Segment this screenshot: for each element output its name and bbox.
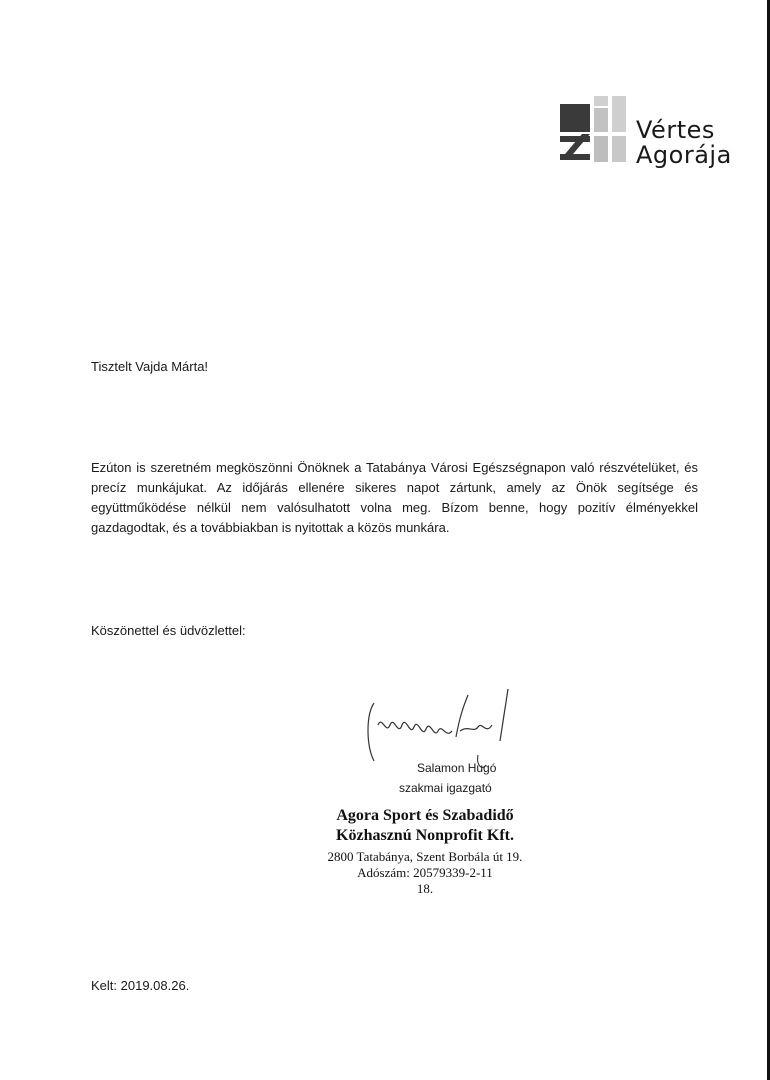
logo-wordmark: [636, 118, 732, 168]
letter-date: Kelt: 2019.08.26.: [91, 978, 190, 993]
stamp-address: 2800 Tatabánya, Szent Borbála út 19.: [327, 849, 523, 864]
stamp-tax-number: Adószám: 20579339-2-11: [357, 865, 493, 880]
salutation: Tisztelt Vajda Márta!: [91, 359, 209, 374]
company-stamp: [300, 806, 550, 897]
letter-body: Ezúton is szeretném megköszönni Önöknek a Tatabánya Városi Egészségnapon való részvételüket, és precíz munkájukat. Az időjárás ellenére sikeres napot zártunk, amely az Önök segítsége és együttműködése nélkül nem valósulhatott volna meg. Bízom benne, hogy pozitív élményekkel gazdagodtak, és a továbbiakban is nyitottak a közös munkára.: [91, 460, 698, 535]
stamp-company-line-2: Közhasznú Nonprofit Kft.: [336, 827, 514, 844]
signer-title: szakmai igazgató: [399, 781, 492, 795]
logo-line-1: Vértes: [636, 116, 715, 144]
logo-mark-icon: [556, 94, 636, 174]
stamp-company-line-1: Agora Sport és Szabadidő: [336, 807, 514, 824]
closing-line: Köszönettel és üdvözlettel:: [91, 623, 246, 638]
signer-name: Salamon Hugó: [417, 761, 497, 775]
stamp-number: 18.: [416, 881, 434, 896]
vertes-agoraja-logo: [556, 94, 746, 174]
logo-line-2: Agorája: [636, 141, 732, 169]
